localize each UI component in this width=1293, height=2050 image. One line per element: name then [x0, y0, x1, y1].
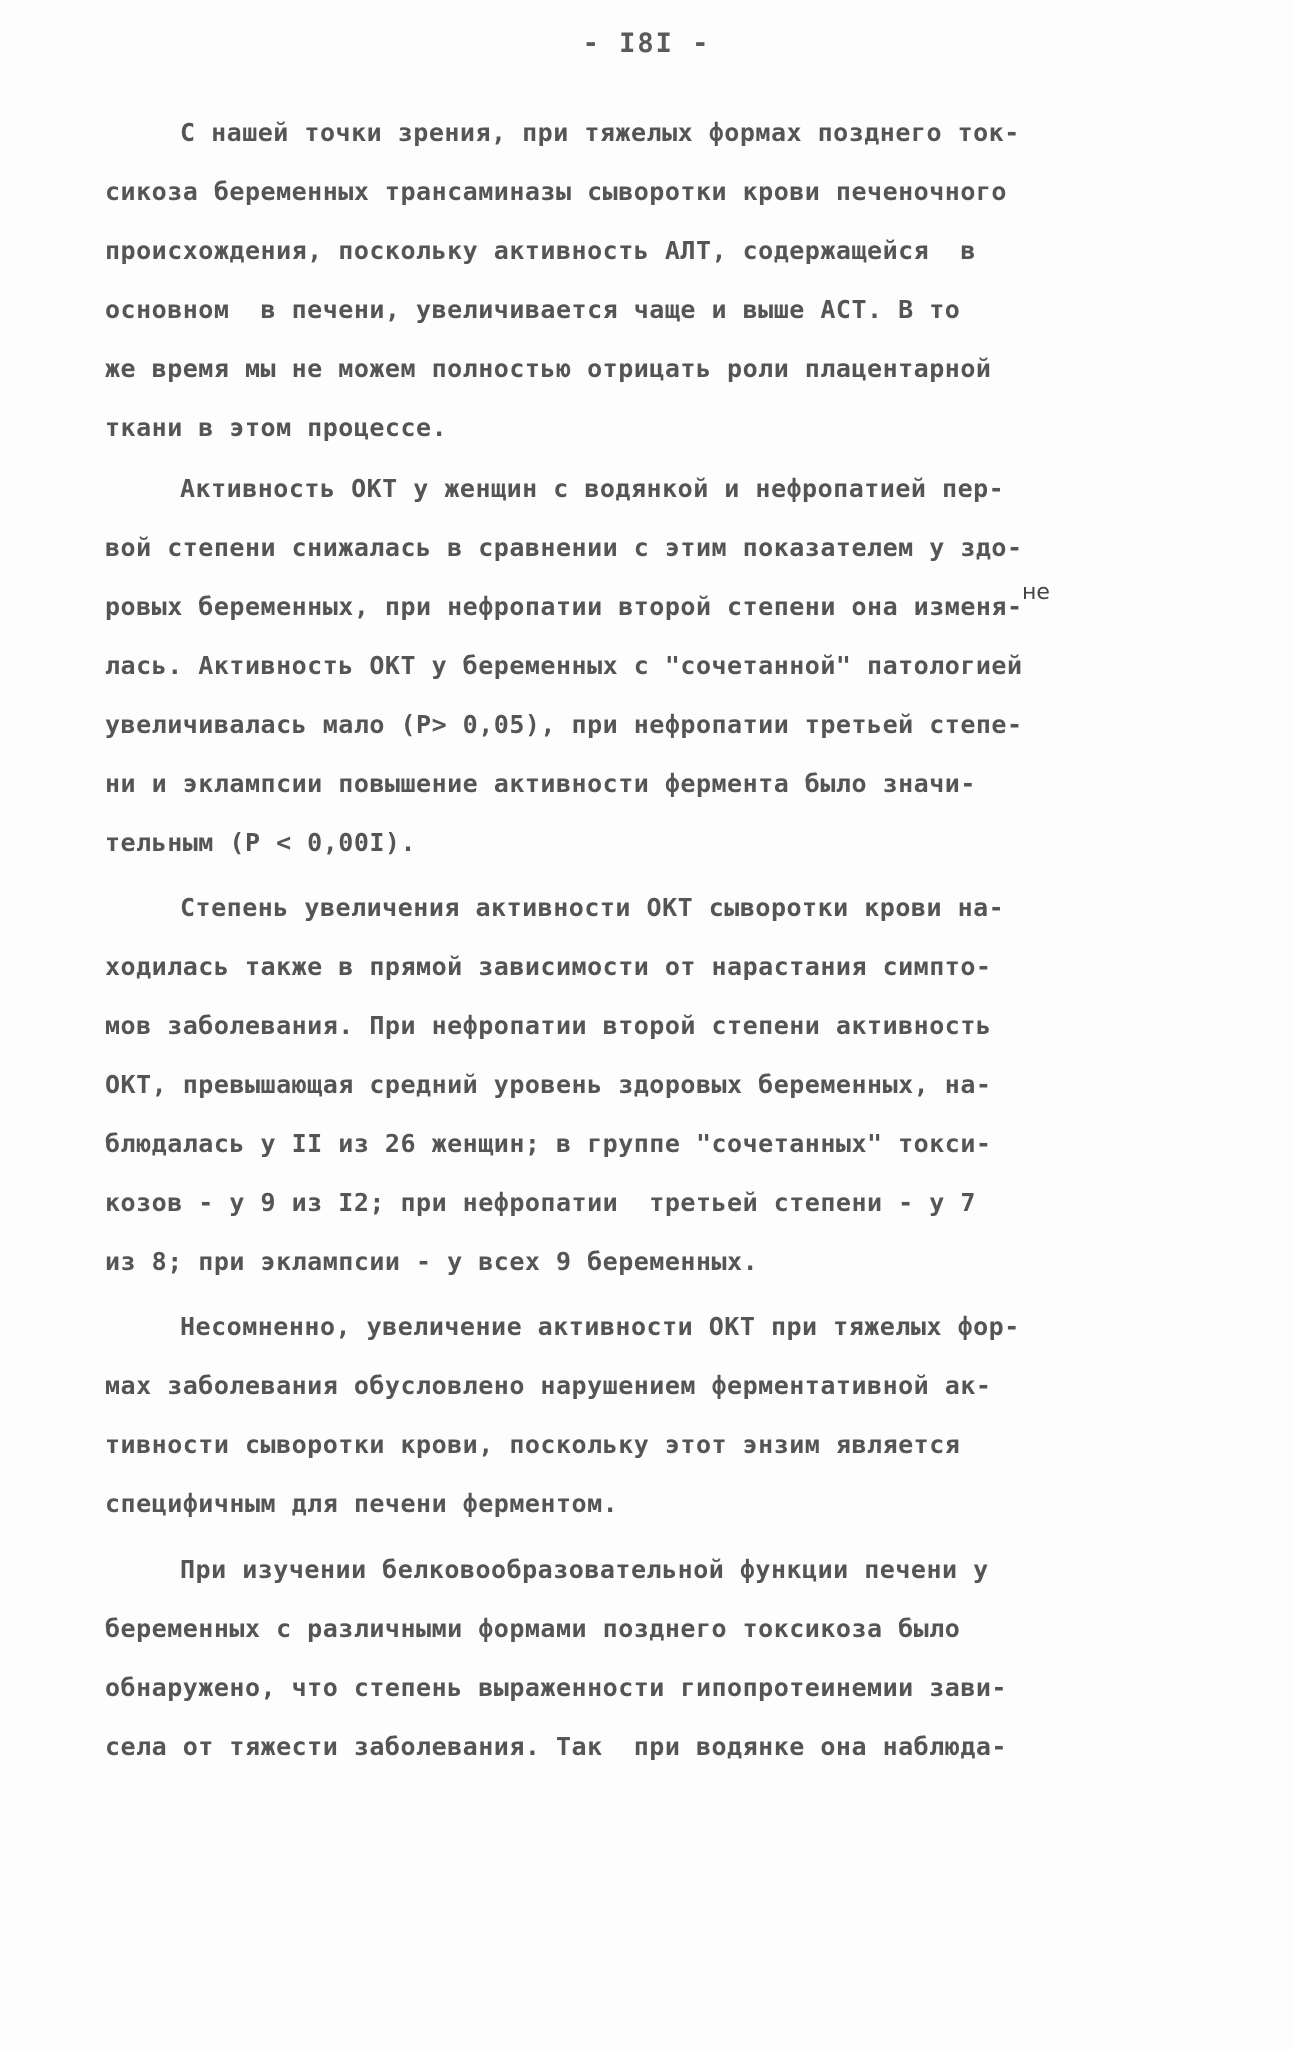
text-line: же время мы не можем полностью отрицать роли плацентарной — [105, 354, 992, 383]
text-line: из 8; при эклампсии - у всех 9 беременных. — [105, 1247, 759, 1276]
text-line: мов заболевания. При нефропатии второй степени активность — [105, 1011, 992, 1040]
text-line: ровых беременных, при нефропатии второй степени она изменя- — [105, 592, 1023, 621]
text-line: Несомненно, увеличение активности ОКТ при тяжелых фор- — [180, 1312, 1020, 1341]
text-line: увеличивалась мало (Р> 0,05), при нефропатии третьей степе- — [105, 710, 1023, 739]
text-line: С нашей точки зрения, при тяжелых формах позднего ток- — [180, 118, 1020, 147]
text-line: козов - у 9 из I2; при нефропатии третьей степени - у 7 — [105, 1188, 976, 1217]
text-line: основном в печени, увеличивается чаще и выше АСТ. В то — [105, 295, 961, 324]
text-line: ОКТ, превышающая средний уровень здоровых беременных, на- — [105, 1070, 992, 1099]
text-line: мах заболевания обусловлено нарушением ферментативной ак- — [105, 1371, 992, 1400]
page-number: - I8I - — [582, 28, 711, 59]
text-line: Активность ОКТ у женщин с водянкой и нефропатией пер- — [180, 474, 1005, 503]
text-line: села от тяжести заболевания. Так при водянке она наблюда- — [105, 1732, 1007, 1761]
handwritten-annotation: не — [1022, 580, 1050, 605]
text-line: ходилась также в прямой зависимости от нарастания симпто- — [105, 952, 992, 981]
text-line: обнаружено, что степень выраженности гипопротеинемии зави- — [105, 1673, 1007, 1702]
text-line: ткани в этом процессе. — [105, 413, 448, 442]
text-line: тельным (Р < 0,00I). — [105, 828, 417, 857]
text-line: блюдалась у II из 26 женщин; в группе "сочетанных" токси- — [105, 1129, 992, 1158]
text-line: специфичным для печени ферментом. — [105, 1489, 619, 1518]
text-line: ни и эклампсии повышение активности фермента было значи- — [105, 769, 976, 798]
text-line: происхождения, поскольку активность АЛТ, содержащейся в — [105, 236, 976, 265]
text-line: тивности сыворотки крови, поскольку этот энзим является — [105, 1430, 961, 1459]
text-line: лась. Активность ОКТ у беременных с "сочетанной" патологией — [105, 651, 1023, 680]
text-line: беременных с различными формами позднего токсикоза было — [105, 1614, 961, 1643]
text-line: При изучении белковообразовательной функции печени у — [180, 1555, 989, 1584]
text-line: вой степени снижалась в сравнении с этим показателем у здо- — [105, 533, 1023, 562]
text-line: Степень увеличения активности ОКТ сыворотки крови на- — [180, 893, 1005, 922]
text-line: сикоза беременных трансаминазы сыворотки крови печеночного — [105, 177, 1007, 206]
